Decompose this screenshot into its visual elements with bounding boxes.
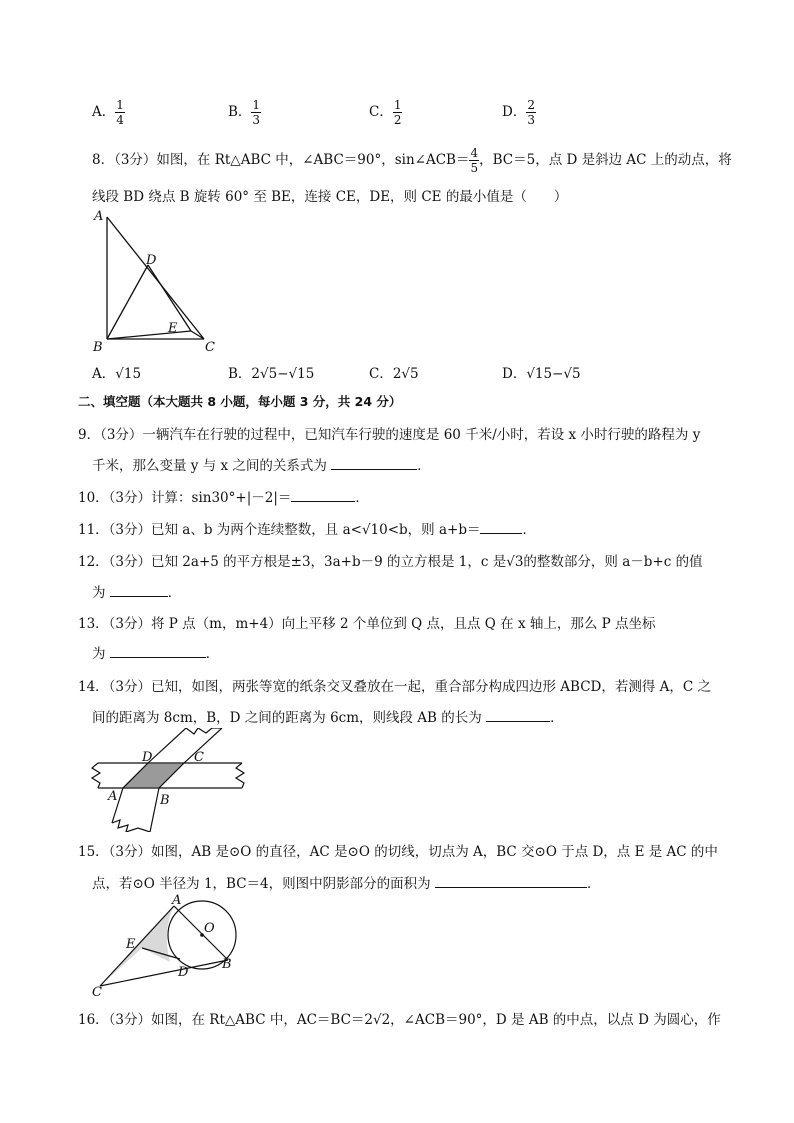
q8-option-d: D．√15−√5 (502, 366, 581, 382)
q8-segment-ac (107, 217, 204, 339)
q15-line-2: 点，若⊙O 半径为 1，BC＝4，则图中阴影部分的面积为 ． (92, 872, 600, 892)
q8-label-e: E (168, 321, 178, 336)
q15-label-e: E (126, 937, 136, 952)
q7-option-c-fraction: $\frac{1}{2}$ (393, 98, 402, 127)
q12-answer-blank[interactable] (110, 582, 168, 597)
q8-segment-be (107, 331, 191, 339)
q15-answer-blank[interactable] (435, 873, 587, 888)
q7-option-d: D． $\frac{2}{3}$ (502, 98, 535, 127)
q8-segment-bd (107, 265, 148, 339)
q15-label-o: O (204, 921, 215, 936)
q8-line-1: 8．（3分）如图，在 Rt△ABC 中，∠ABC＝90°，sin∠ACB＝ $\frac{4}{5}$ ，BC＝5，点 D 是斜边 AC 上的动点，将 (92, 146, 732, 175)
q8-option-b: B．2√5−√15 (228, 366, 315, 382)
q8-triangle-figure (88, 205, 228, 355)
q14-answer-blank[interactable] (486, 707, 550, 722)
q16-line-1: 16．（3分）如图，在 Rt△ABC 中，AC＝BC＝2√2，∠ACB＝90°，D 是 AB 的中点，以点 D 为圆心，作 (78, 1012, 721, 1028)
q8-sin-fraction: $\frac{4}{5}$ (470, 146, 479, 175)
q8-label-d: D (146, 253, 157, 268)
q14-overlap-rhombus (123, 763, 184, 788)
q8-label-a: A (94, 209, 104, 224)
q15-circle-figure (88, 890, 248, 1000)
q10-line: 10．（3分）计算：sin30°+|－2|＝ ． (78, 486, 369, 506)
q12-line-2: 为 ． (92, 581, 181, 601)
q9-line-2: 千米，那么变量 y 与 x 之间的关系式为 ． (92, 454, 431, 474)
q14-label-c: C (194, 750, 204, 765)
q14-label-b: B (160, 793, 170, 808)
q8-option-c: C．2√5 (369, 366, 419, 382)
q15-label-d: D (178, 965, 189, 980)
q13-line-2: 为 ． (92, 642, 219, 662)
q7-option-d-fraction: $\frac{2}{3}$ (527, 98, 535, 127)
q15-line-1: 15．（3分）如图，AB 是⊙O 的直径，AC 是⊙O 的切线，切点为 A，BC 交⊙O 于点 D，点 E 是 AC 的中 (78, 844, 718, 860)
q8-segment-ce (191, 331, 204, 339)
q8-label-c: C (205, 340, 215, 355)
q14-line-1: 14．（3分）已知，如图，两张等宽的纸条交叉叠放在一起，重合部分构成四边形 ABCD，若测得 A，C 之 (78, 679, 712, 695)
q15-label-a: A (172, 893, 182, 908)
q9-answer-blank[interactable] (331, 455, 417, 470)
q15-label-c: C (92, 985, 102, 1000)
q10-answer-blank[interactable] (291, 487, 355, 502)
q14-line-2: 间的距离为 8cm，B，D 之间的距离为 6cm，则线段 AB 的长为 ． (92, 706, 564, 726)
q7-option-a: A． $\frac{1}{4}$ (92, 98, 124, 127)
section-2-title: 二、填空题（本大题共 8 小题，每小题 3 分，共 24 分） (78, 394, 402, 409)
q7-option-b-fraction: $\frac{1}{3}$ (252, 98, 261, 127)
q11-answer-blank[interactable] (480, 519, 522, 534)
q14-label-a: A (108, 789, 118, 804)
q15-label-b: B (222, 957, 232, 972)
q13-line-1: 13．（3分）将 P 点（m，m+4）向上平移 2 个单位到 Q 点，且点 Q 在 x 轴上，那么 P 点坐标 (78, 616, 656, 632)
q13-answer-blank[interactable] (110, 643, 206, 658)
q9-line-1: 9．（3分）一辆汽车在行驶的过程中，已知汽车行驶的速度是 60 千米/小时，若设 x 小时行驶的路程为 y (78, 427, 701, 443)
q8-line-2: 线段 BD 绕点 B 旋转 60° 至 BE，连接 CE，DE，则 CE 的最小值是（ ） (92, 189, 568, 205)
q8-label-b: B (93, 340, 103, 355)
q7-option-b: B． $\frac{1}{3}$ (228, 98, 261, 127)
q14-paper-strips-figure (90, 728, 250, 832)
q12-line-1: 12．（3分）已知 2a+5 的平方根是±3，3a+b－9 的立方根是 1，c 是√3的整数部分，则 a－b+c 的值 (78, 554, 703, 570)
q7-option-a-fraction: $\frac{1}{4}$ (116, 98, 124, 127)
q11-line: 11．（3分）已知 a、b 为两个连续整数，且 a<√10<b，则 a+b＝ ． (78, 518, 536, 538)
q8-option-a: A．√15 (92, 366, 142, 382)
q14-label-d: D (142, 750, 153, 765)
q7-option-c: C． $\frac{1}{2}$ (369, 98, 402, 127)
